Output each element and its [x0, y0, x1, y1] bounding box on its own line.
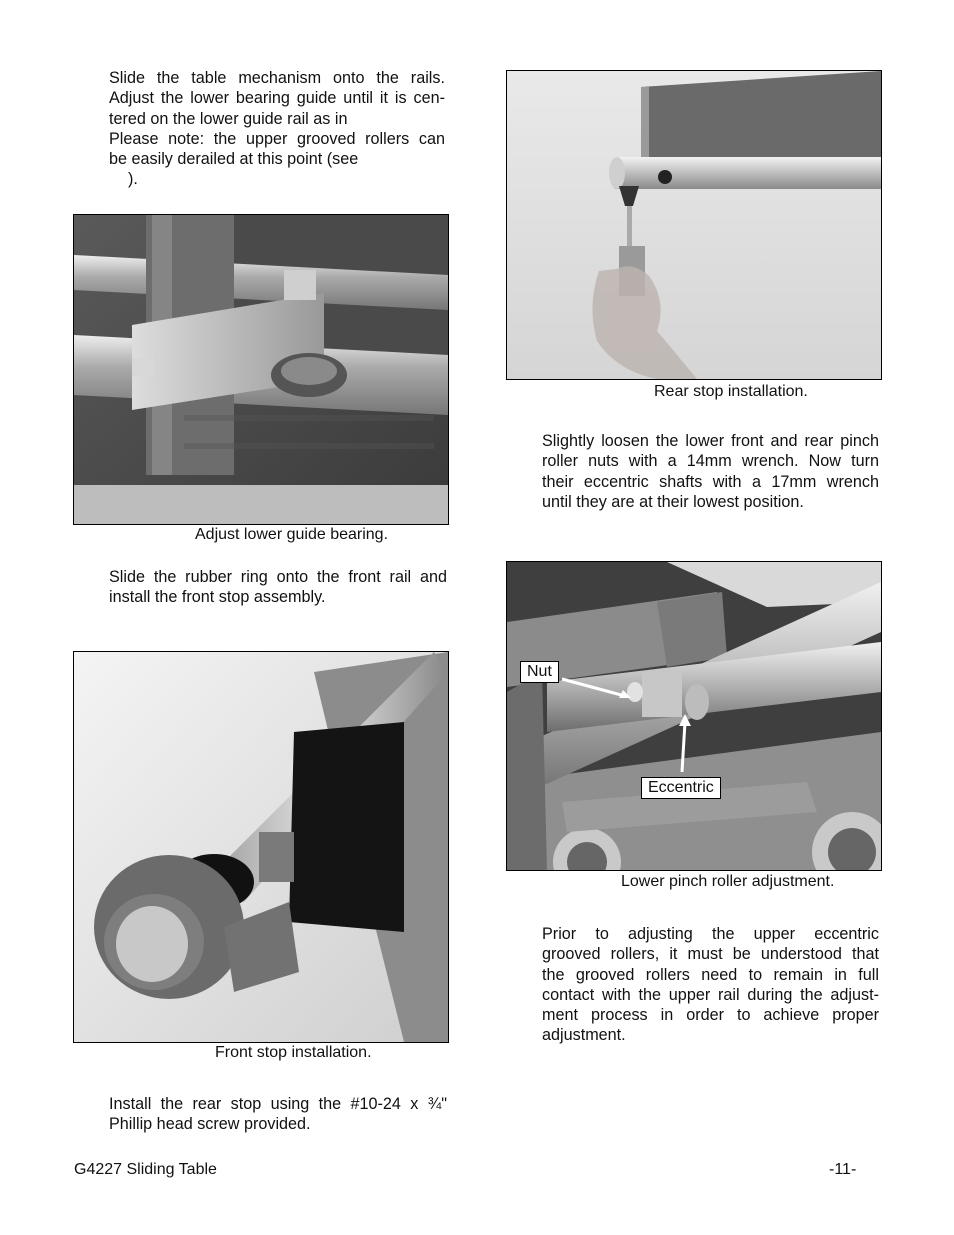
front-stop-paragraph: [109, 567, 447, 608]
footer-title: G4227 Sliding Table: [74, 1161, 217, 1178]
text-line: ment process in order to achieve proper: [542, 1006, 879, 1025]
lower-guide-bearing-photo: [73, 214, 449, 525]
text-line: tered on the lower guide rail as in: [109, 109, 348, 128]
text-line: ).: [128, 170, 138, 189]
text-line: Please note: the upper grooved rollers can: [109, 129, 445, 148]
text-line: until they are at their lowest position.: [542, 492, 804, 511]
text-line: adjustment.: [542, 1026, 626, 1045]
text-line: Prior to adjusting the upper eccentric: [542, 925, 879, 943]
text-line: Install the rear stop using the #10-24 x ¾": [109, 1095, 447, 1113]
eccentric-callout: Eccentric: [641, 777, 721, 799]
front-stop-photo: [73, 651, 449, 1043]
rear-stop-paragraph: [109, 1094, 447, 1135]
text-line: Slide the rubber ring onto the front rail and: [109, 568, 447, 586]
text-line: be easily derailed at this point (see: [109, 150, 359, 169]
grooved-roller-paragraph: [542, 924, 879, 1046]
text-line: roller nuts with a 14mm wrench. Now turn: [542, 452, 879, 471]
nut-callout: Nut: [520, 661, 559, 683]
rear-stop-photo: [506, 70, 882, 380]
text-line: contact with the upper rail during the adjust-: [542, 985, 879, 1004]
text-line: the grooved rollers need to remain in full: [542, 965, 879, 984]
text-line: Slide the table mechanism onto the rails.: [109, 69, 445, 87]
pinch-roller-photo: [506, 561, 882, 871]
photo-caption: Adjust lower guide bearing.: [195, 526, 389, 543]
text-line: Phillip head screw provided.: [109, 1115, 311, 1134]
page-number: -11-: [829, 1161, 857, 1178]
pinch-roller-paragraph: [542, 431, 879, 512]
photo-caption: Front stop installation.: [215, 1044, 372, 1061]
photo-caption: Lower pinch roller adjustment.: [621, 873, 835, 890]
text-line: Adjust the lower bearing guide until it is cen-: [109, 89, 445, 108]
photo-caption: Rear stop installation.: [654, 383, 808, 400]
text-line: install the front stop assembly.: [109, 588, 326, 607]
intro-paragraph: [109, 68, 445, 190]
text-line: grooved rollers, it must be understood that: [542, 945, 879, 964]
text-line: Slightly loosen the lower front and rear pinch: [542, 432, 879, 450]
text-line: their eccentric shafts with a 17mm wrench: [542, 472, 879, 491]
